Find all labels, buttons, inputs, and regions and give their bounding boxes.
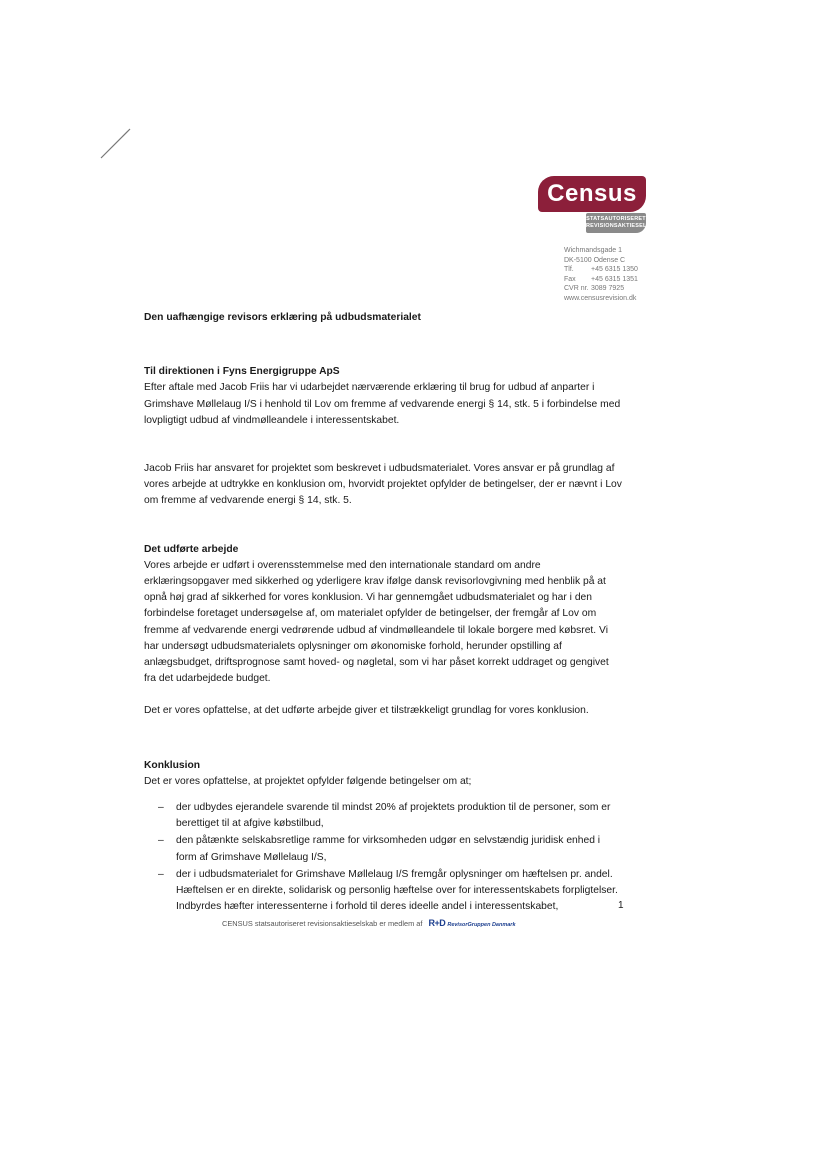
- network-logo: R+D: [428, 918, 446, 928]
- work-heading: Det udførte arbejde: [144, 543, 239, 555]
- logo-wordmark: Census: [538, 176, 646, 212]
- addressee: Til direktionen i Fyns Energigruppe ApS: [144, 366, 340, 378]
- intro-paragraph-1: Efter aftale med Jacob Friis har vi udarbejdet nærværende erklæring til brug for udbud af anparter i Grimshave Møllelaug I/S i henhold til Lov om fremme af vedvarende energi § 14, stk. 5 i forbindelse med lovpligtigt udbud af vindmølleandele i interessentskabet.: [144, 382, 621, 426]
- fax-line: Fax +45 6315 1351: [564, 275, 638, 283]
- phone-line: Tlf. +45 6315 1350: [564, 266, 638, 274]
- letter-body: [144, 310, 622, 916]
- cvr-line: CVR nr. 3089 7925: [564, 285, 625, 293]
- work-paragraph-1: Vores arbejde er udført i overensstemmelse med den internationale standard om andre erklæringsopgaver med sikkerhed og yderligere krav ifølge dansk revisorlovgivning med henblik på at opnå høj grad af sikkerhed for vores konklusion. Vi har gennemgået udbudsmaterialet og har i den forbindelse foretaget undersøgelse af, om materialet opfylder de betingelser, der fremgår af Lov om fremme af vedvarende energi vedrørende udbud af vindmølleandele til lokale borgere med købsret. Vi har undersøgt udbudsmaterialets oplysninger om økonomiske forhold, herunder opstilling af anlægsbudget, driftsprognose samt hoved- og nøgletal, som vi har påset korrekt uddraget og gengivet fra det udarbejdede budget.: [144, 559, 609, 685]
- document-title: Den uafhængige revisors erklæring på udbudsmaterialet: [144, 312, 421, 323]
- list-item: – der udbydes ejerandele svarende til mindst 20% af projektets produktion til de personer, som er berettiget til at afgive købstilbud,: [158, 802, 611, 830]
- conclusion-intro: Det er vores opfattelse, at projektet opfylder følgende betingelser om at;: [144, 775, 472, 787]
- list-item: – den påtænkte selskabsretlige ramme for virksomheden udgør en selvstændig juridisk enhed i form af Grimshave Møllelaug I/S,: [158, 835, 601, 863]
- list-item: – der i udbudsmaterialet for Grimshave Møllelaug I/S fremgår oplysninger om hæftelsen pr. andel. Hæftelsen er en direkte, solidarisk og personlig hæftelse over for interessentskabets forpligtelser. Indbyrdes hæfter interessenterne i forhold til deres ideelle andel i interessentskabet,: [158, 868, 618, 913]
- logo-subtitle: STATSAUTORISERET REVISIONSAKTIESELSKAB: [586, 213, 646, 233]
- company-address: [564, 246, 638, 304]
- footer-text: CENSUS statsautoriseret revisionsaktieselskab er medlem af: [222, 919, 423, 928]
- website-line: www.censusrevision.dk: [564, 294, 637, 302]
- network-name: RevisorGruppen Danmark: [447, 922, 516, 928]
- conclusion-list: [144, 800, 622, 915]
- page-number: 1: [618, 900, 624, 911]
- census-logo: [538, 176, 663, 234]
- intro-paragraph-2: Jacob Friis har ansvaret for projektet som beskrevet i udbudsmaterialet. Vores ansvar er på grundlag af vores arbejde at udtrykke en konklusion om, hvorvidt projektet opfylder de betingelser, der er nævnt i Lov om fremme af vedvarende energi § 14, stk. 5.: [144, 463, 622, 507]
- address-line: Wichmandsgade 1: [564, 247, 622, 254]
- page-footer: [222, 918, 516, 928]
- pen-stroke-mark: [96, 126, 136, 162]
- conclusion-heading: Konklusion: [144, 759, 201, 771]
- work-paragraph-2: Det er vores opfattelse, at det udførte arbejde giver et tilstrækkeligt grundlag for vores konklusion.: [144, 705, 589, 717]
- address-line: DK-5100 Odense C: [564, 256, 626, 264]
